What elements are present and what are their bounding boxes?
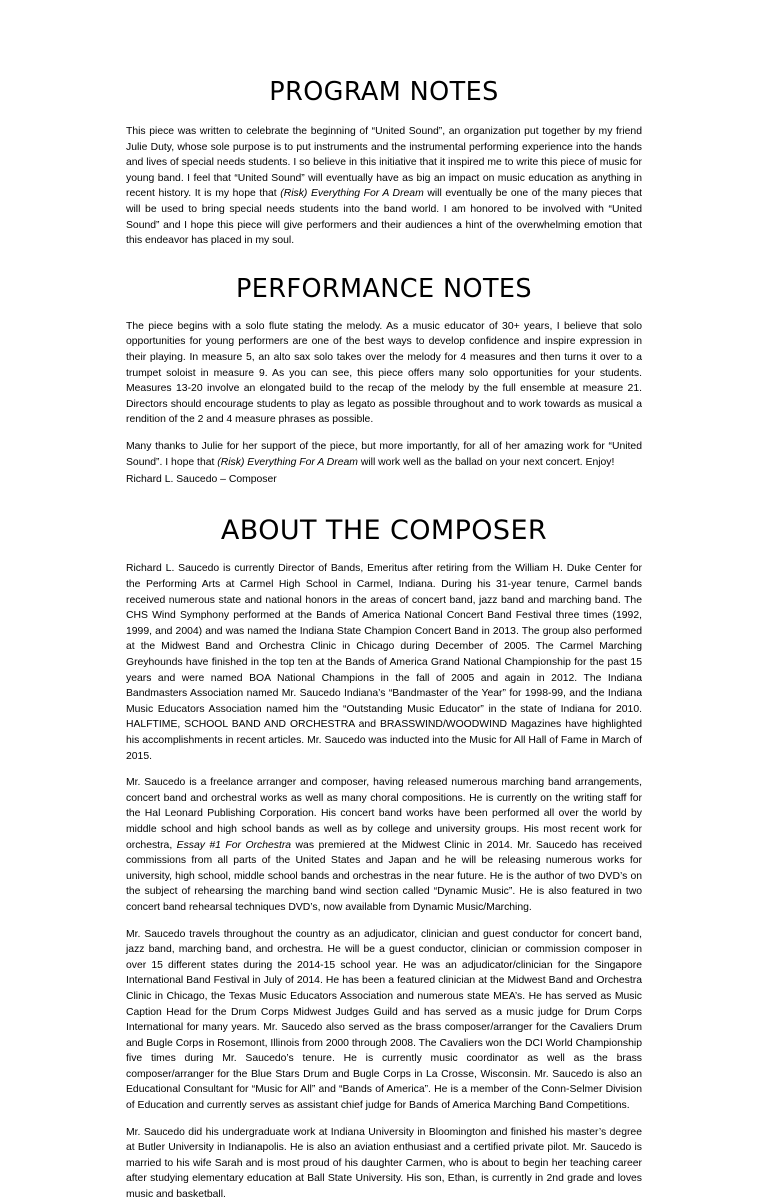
italic-title: Essay #1 For Orchestra — [176, 839, 292, 851]
program-notes-paragraphs — [126, 124, 642, 249]
text-run: will eventually be one of the many pieces that will be used to bring special needs students into the band world. I am honored to be involved with “United Sound” and I hope this piece will give performers and their audiences a hint of the overwhelming emotion that this endeavor has placed in my soul. — [126, 188, 643, 247]
paragraph — [126, 561, 642, 764]
text-run: This piece was written to celebrate the beginning of “United Sound”, an organization put together by my friend Julie Duty, whose sole purpose is to put instruments and the instrumental performing experience into the hands and lives of special needs students. I so believe in this initiative that it inspired me to write this piece of music for young band. I feel that “United Sound” will eventually have as big an impact on music education as anything in recent history. It is my hope that — [126, 126, 642, 200]
paragraph — [126, 1125, 642, 1203]
performance-notes-body — [126, 319, 642, 470]
text-run: Mr. Saucedo is a freelance arranger and composer, having released numerous marching band arrangements, concert band and orchestral works as well as many choral compositions. He is currently on the writing staff for the Hal Leonard Publishing Corporation. His concert band works have been performed all over the world by middle school and high school bands as well as by college and university groups. His most recent work for orchestra, — [126, 777, 642, 851]
text-run: Many thanks to Julie for her support of the piece, but more importantly, for all of her amazing work for “United Sound”. I hope that — [126, 441, 642, 468]
about-the-composer-paragraphs — [126, 561, 642, 1202]
performance-notes-heading: PERFORMANCE NOTES — [235, 273, 533, 304]
paragraph — [126, 319, 642, 428]
paragraph — [126, 124, 642, 249]
paragraph — [126, 927, 642, 1114]
text-run: Mr. Saucedo did his undergraduate work at Indiana University in Bloomington and finished his master’s degree at Butler University in Indianapolis. He is also an aviation enthusiast and a certified private pilot. Mr. Saucedo is married to his wife Sarah and is most proud of his daughter Carmen, who is about to begin her teaching career after studying elementary education at Ball State University. His son, Ethan, is currently in 2nd grade and loves music and basketball. — [126, 1126, 642, 1201]
text-run: The piece begins with a solo flute stating the melody. As a music educator of 30+ years, I believe that solo opportunities for young performers are one of the best ways to develop confidence and inspire expression in their playing. In measure 5, an alto sax solo takes over the melody for 4 measures and then turns it over to a trumpet soloist in measure 9. As you can see, this piece offers many solo opportunities for your students. Measures 13-20 involve an elongated build to the recap of the melody by the full ensemble at measure 21. Directors should encourage students to play as legato as possible throughout and to work towards as musical a rendition of the 2 and 4 measure phrases as possible. — [126, 320, 642, 426]
italic-title: (Risk) Everything For A Dream — [217, 456, 358, 468]
text-run: Richard L. Saucedo is currently Director of Bands, Emeritus after retiring from the William H. Duke Center for the Performing Arts at Carmel High School in Carmel, Indiana. During his 31-year tenure, Carmel bands received numerous state and national honors in the areas of concert band, jazz band and marching band. The CHS Wind Symphony performed at the Bands of America National Concert Band Festival three times (1992, 1999, and 2004) and was named the Indiana State Champion Concert Band in 2013. The group also performed at the Midwest Band and Orchestra Clinic in Chicago during December of 2005. The Carmel Marching Greyhounds have finished in the top ten at the Bands of America Grand National Championship for the past 15 years and were named BOA National Champions in the fall of 2005 and again in 2012. The Indiana Bandmasters Association named Mr. Saucedo Indiana’s “Bandmaster of the Year” for 1998-99, and the Indiana Music Educators Association named him the “Outstanding Music Educator” in the state of Indiana for 2010. HALFTIME, SCHOOL BAND AND ORCHESTRA and BRASSWIND/WOODWIND Magazines have highlighted his accomplishments in recent articles. Mr. Saucedo was inducted into the Music for All Hall of Fame in March of 2015. — [126, 563, 642, 762]
about-the-composer-body — [126, 561, 642, 1202]
about-the-composer-heading: ABOUT THE COMPOSER — [220, 514, 548, 546]
paragraph — [126, 775, 642, 915]
performance-notes-paragraphs — [126, 319, 642, 470]
italic-title: (Risk) Everything For A Dream — [280, 188, 424, 200]
paragraph — [126, 439, 642, 470]
composer-signature: Richard L. Saucedo – Composer — [126, 474, 277, 486]
text-run: will work well as the ballad on your next concert. Enjoy! — [357, 456, 615, 468]
page-title: PROGRAM NOTES — [269, 77, 499, 107]
text-run: Mr. Saucedo travels throughout the country as an adjudicator, clinician and guest conductor for concert band, jazz band, marching band, and orchestra. He will be a guest conductor, clinician or commission composer in over 15 different states during the 2014-15 school year. He was an adjudicator/clinician for the Singapore International Band Festival in July of 2014. He has been a featured clinician at the Midwest Band and Orchestra Clinic in Chicago, the Texas Music Educators Association and numerous state MEA’s. He has served as Music Caption Head for the Drum Corps Midwest Judges Guild and has served as a music judge for Drum Corps International for many years. Mr. Saucedo also served as the brass composer/arranger for the Cavaliers Drum and Bugle Corps in Rosemont, Illinois from 2000 through 2008. The Cavaliers won the DCI World Championship five times during Mr. Saucedo’s tenure. He is currently music coordinator as well as the brass composer/arranger for the Blue Stars Drum and Bugle Corps in La Crosse, Wisconsin. Mr. Saucedo is also an Educational Consultant for “Music for All” and “Bands of America”. He is a member of the Conn-Selmer Division of Education and currently serves as assistant chief judge for Bands of America Marching Band Competitions. — [126, 928, 642, 1112]
program-notes-body — [126, 124, 642, 249]
text-run: was premiered at the Midwest Clinic in 2014. Mr. Saucedo has received commissions from all parts of the United States and Japan and he will be releasing numerous works for university, high school, middle school bands and orchestras in the near future. He is the author of two DVD’s on the subject of rehearsing the marching band wind section called “Dynamic Music”. He is also featured in two concert band rehearsal techniques DVD’s, now available from Dynamic Music/Marching. — [126, 839, 642, 913]
